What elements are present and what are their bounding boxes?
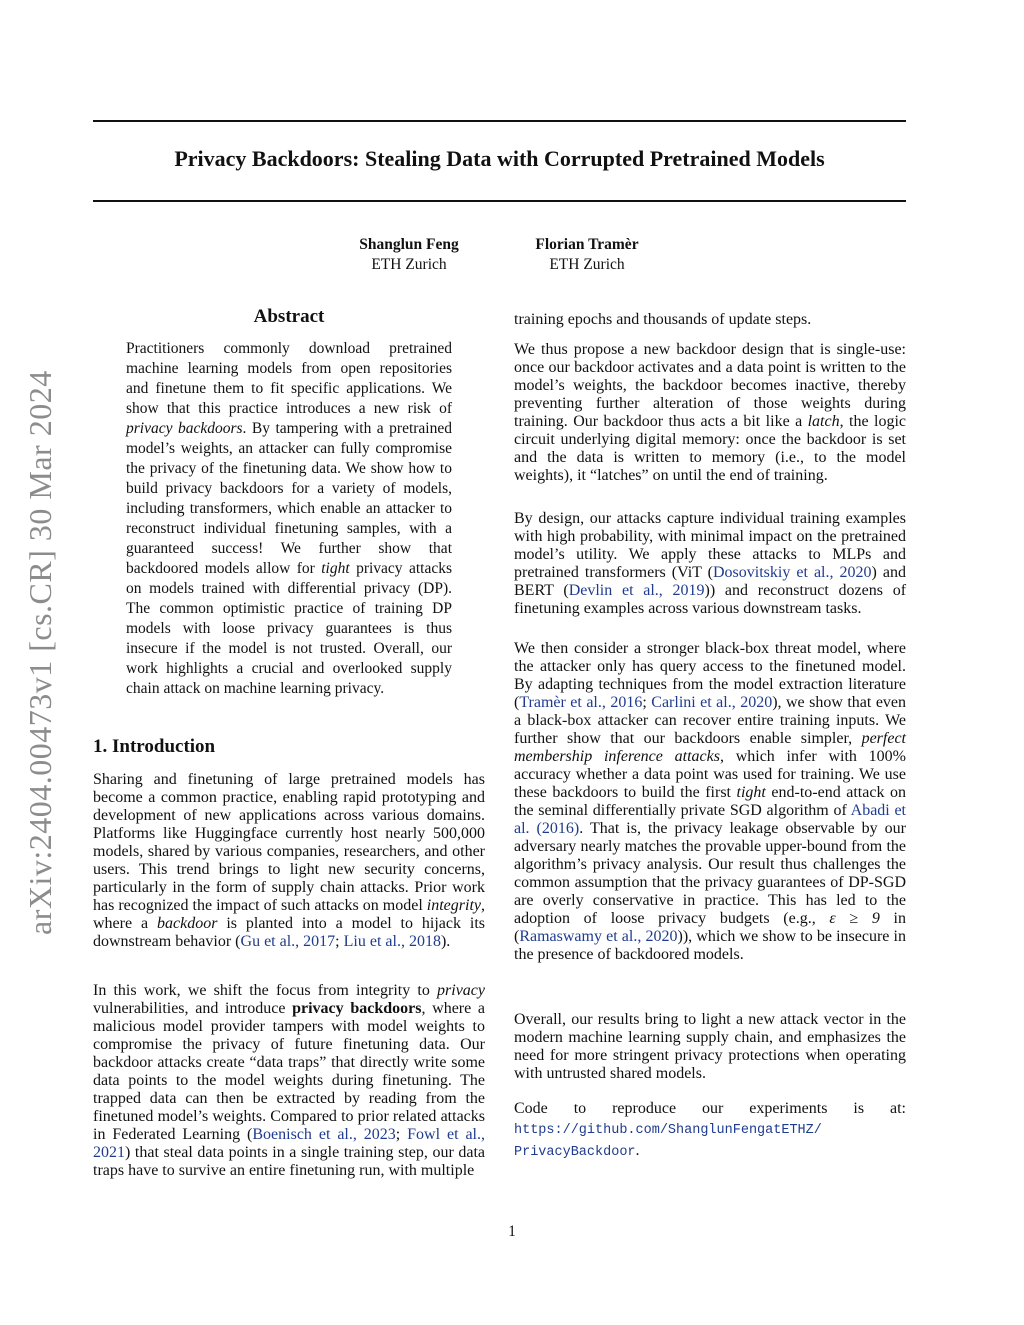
text: )) and reconstruct dozens of finetuning examples across various downstream tasks. [514, 582, 907, 617]
emphasis: privacy backdoors [126, 420, 243, 437]
emphasis: integrity [426, 897, 481, 914]
text: privacy attacks on models trained with differential privacy (DP). The common optimistic practice of training DP models with loose privacy guarantees is thus insecure if the model is not trusted. Overall, our work highlights a crucial and overlooked supply chain attack on machine learning privacy. [126, 560, 452, 697]
intro-paragraph-1 [93, 771, 485, 951]
intro-paragraph-2 [93, 982, 485, 1180]
author-name: Florian Tramèr [535, 236, 639, 253]
code-link-block [514, 1121, 822, 1163]
emphasis: tight [321, 560, 350, 577]
text: In this work, we shift the focus from integrity to [93, 982, 438, 999]
text: ; [642, 694, 652, 711]
text: Sharing and finetuning of large pretrained models has become a common practice, enabling rapid prototyping and development of new applications across various domains. Platforms like Huggingface currently host nearly 500,000 models, shared by various companies, researchers, and other users. This trend brings to light new security concerns, particularly in the form of supply chain attacks. Prior work has recognized the impact of such attacks on model [93, 771, 485, 914]
abstract-body [126, 339, 452, 699]
emphasis: tight [736, 784, 766, 801]
emphasis: perfect membership inference attacks [514, 730, 906, 765]
text: We then consider a stronger black-box threat model, where the attacker only has query access to the finetuned model. By adapting techniques from the model extraction literature ( [514, 640, 906, 711]
author-block [487, 235, 687, 275]
text: ), we show that even a black-box attacker can recover entire training inputs. We further show that our backdoors enable simpler, [514, 694, 907, 747]
text: We thus propose a new backdoor design that is single-use: once our backdoor activates and a data point is written to the model’s weights, the backdoor becomes inactive, thereby preventing further alteration of those weights during training. Our backdoor thus acts a bit like a [514, 341, 906, 430]
paper-title: Privacy Backdoors: Stealing Data with Corrupted Pretrained Models [174, 146, 825, 171]
citation-link[interactable]: Devlin et al., 2019 [568, 582, 705, 599]
arxiv-watermark: arXiv:2404.00473v1 [cs.CR] 30 Mar 2024 [22, 370, 58, 935]
text: . [635, 1142, 640, 1159]
text: ) and BERT ( [514, 564, 907, 599]
abstract-heading: Abstract [253, 306, 325, 327]
citation-link[interactable]: Boenisch et al., 2023 [252, 1126, 396, 1143]
text: ; [335, 933, 344, 950]
right-paragraph-1 [514, 341, 906, 485]
text: ; [395, 1126, 408, 1143]
text: in ( [514, 910, 906, 945]
code-url-link[interactable]: https://github.com/ShanglunFengatETHZ/ [514, 1123, 822, 1138]
citation-link[interactable]: Abadi et al. (2016) [514, 802, 907, 837]
citation-link[interactable]: Liu et al., 2018 [343, 933, 441, 950]
bold-term: privacy backdoors [292, 1000, 422, 1017]
citation-link[interactable]: Ramaswamy et al., 2020 [519, 928, 678, 945]
text: ). [440, 933, 451, 950]
author-affiliation: ETH Zurich [371, 256, 447, 273]
text: is planted into a model to hijack its downstream behavior ( [93, 915, 486, 950]
author-block [309, 235, 509, 275]
emphasis: latch [807, 413, 840, 430]
math-expression: ε ≥ 9 [829, 910, 880, 927]
right-paragraph-4: Overall, our results bring to light a new attack vector in the modern machine learning supply chain, and emphasizes the need for more stringent privacy protections when operating with untrusted shared models. [514, 1011, 906, 1082]
right-paragraph-3 [514, 640, 906, 964]
author-affiliation: ETH Zurich [549, 256, 625, 273]
text: , where a [93, 897, 485, 932]
citation-link[interactable]: Gu et al., 2017 [240, 933, 336, 950]
emphasis: backdoor [156, 915, 218, 932]
author-name: Shanglun Feng [359, 236, 459, 253]
text: , the logic circuit underlying digital memory: once the backdoor is set and the data is written to memory (i.e., to the model weights), it “latches” on until the end of training. [514, 413, 906, 484]
right-paragraph-0: training epochs and thousands of update steps. [514, 311, 812, 328]
citation-link[interactable]: Dosovitskiy et al., 2020 [713, 564, 872, 581]
citation-link[interactable]: Tramèr et al., 2016 [519, 694, 643, 711]
title-rule-bottom [93, 200, 906, 202]
text: end-to-end attack on the seminal differentially private SGD algorithm of [514, 784, 906, 819]
citation-link[interactable]: Fowl et al., 2021 [93, 1126, 485, 1161]
page-number: 1 [508, 1223, 516, 1240]
text: )), which we show to be insecure in the presence of backdoored models. [514, 928, 906, 963]
citation-link[interactable]: Carlini et al., 2020 [651, 694, 773, 711]
right-paragraph-2 [514, 510, 906, 618]
text: Code to reproduce our experiments is at: [514, 1100, 906, 1117]
text: Practitioners commonly download pretrained machine learning models from open repositories and finetune them to fit specific applications. We show that this practice introduces a new risk of [126, 340, 452, 417]
text: . By tampering with a pretrained model’s weights, an attacker can fully compromise the privacy of the finetuning data. We show how to build privacy backdoors for a variety of models, including transformers, which enable an attacker to reconstruct individual finetuning samples, with a guaranteed success! We further show that backdoored models allow for [126, 420, 452, 577]
text: ) that steal data points in a single training step, our data traps have to survive an entire finetuning run, with multiple [93, 1144, 485, 1179]
text: , where a malicious model provider tampers with model weights to compromise the privacy of future finetuning data. Our backdoor attacks create “data traps” that directly write some data points to the model weights during finetuning. The trapped data can then be extracted by reading from the finetuned model’s weights. Compared to prior related attacks in Federated Learning ( [93, 1000, 485, 1143]
text: . That is, the privacy leakage observable by our adversary nearly matches the provable upper-bound from the algorithm’s privacy analysis. Our result thus challenges the common assumption that the privacy guarantees of DP-SGD are overly conservative in practice. This has led to the adoption of loose privacy budgets (e.g., [514, 820, 906, 927]
section-heading: 1. Introduction [93, 736, 216, 757]
text: vulnerabilities, and introduce [93, 1000, 293, 1017]
text: , which infer with 100% accuracy whether a data point was used for training. We use these backdoors to build the first [514, 748, 906, 801]
title-rule-top [93, 120, 906, 122]
text: By design, our attacks capture individual training examples with high probability, with minimal impact on the pretrained model’s utility. We apply these attacks to MLPs and pretrained transformers (ViT ( [514, 510, 906, 581]
right-paragraph-5 [514, 1100, 906, 1118]
code-url-link[interactable]: PrivacyBackdoor [514, 1145, 636, 1160]
emphasis: privacy [437, 982, 485, 999]
